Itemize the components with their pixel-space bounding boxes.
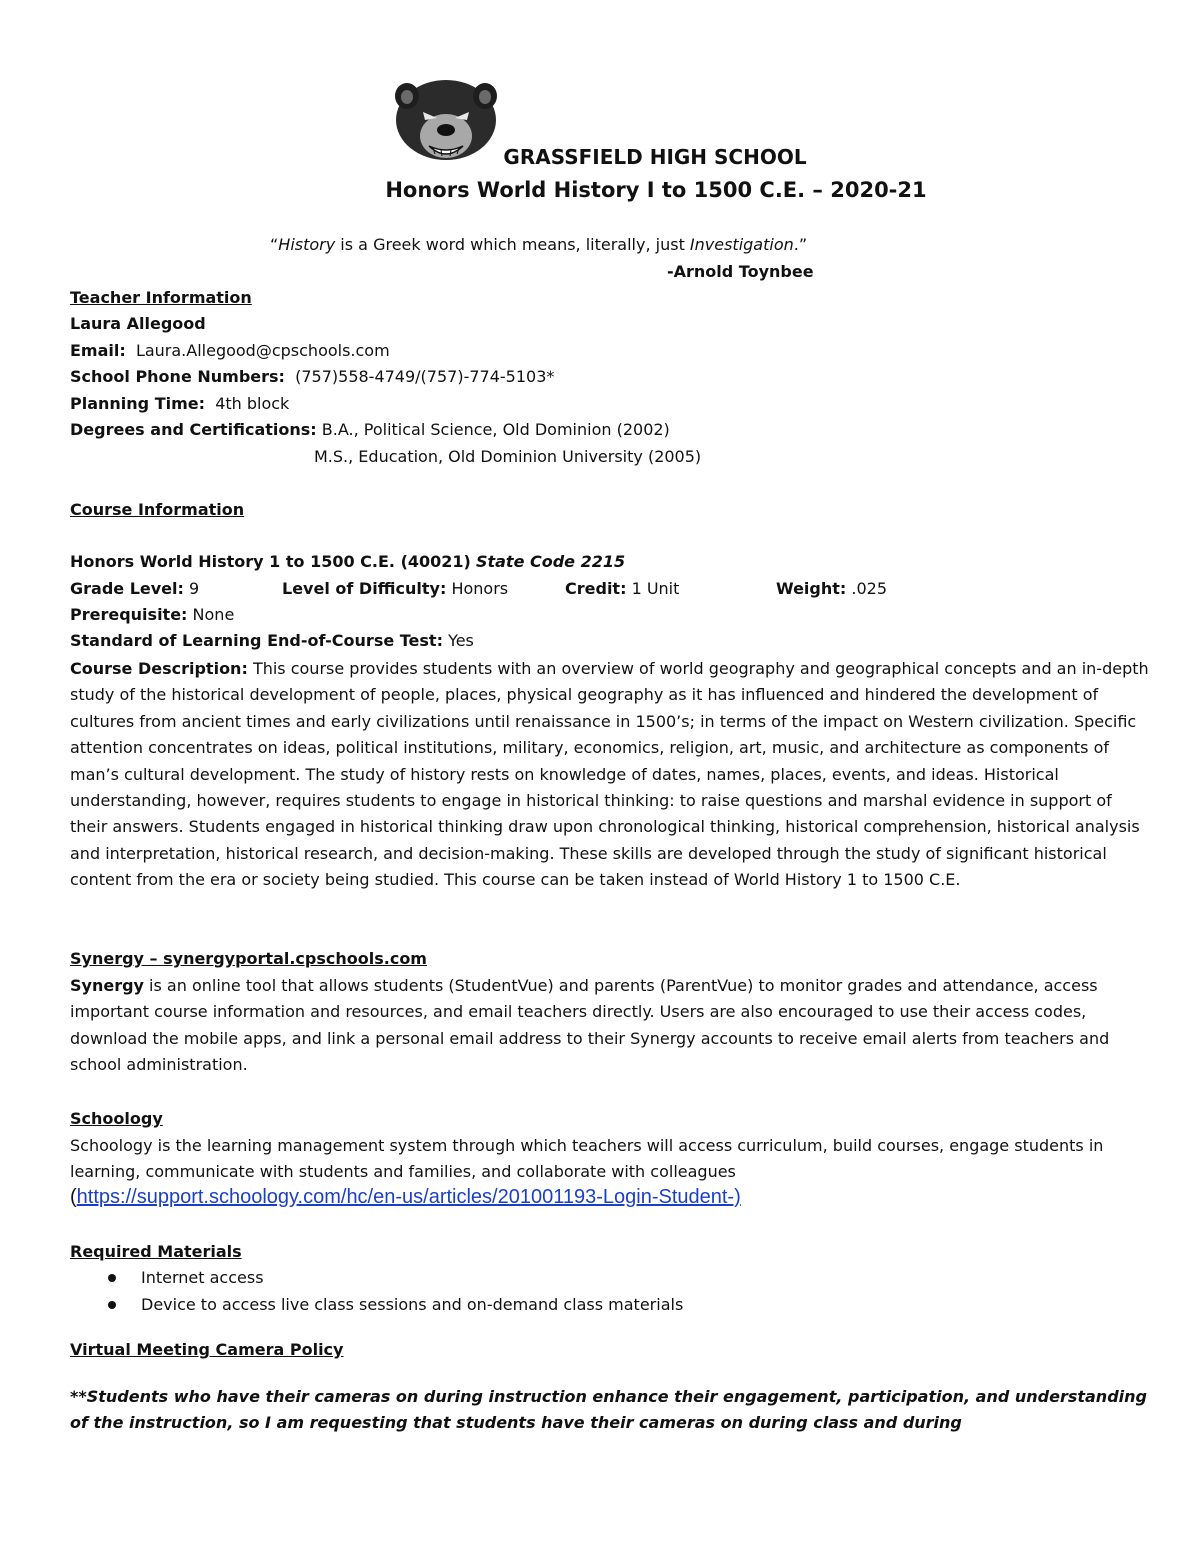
course-title: Honors World History I to 1500 C.E. – 2020-21	[385, 178, 927, 202]
course-info-heading: Course Information	[70, 500, 245, 519]
teacher-email[interactable]: Laura.Allegood@cpschools.com	[135, 341, 390, 360]
quote-close: .”	[793, 235, 808, 254]
credit-label: Credit:	[565, 579, 627, 598]
credit-row	[565, 579, 679, 598]
course-description-label: Course Description:	[70, 659, 248, 678]
planning-time: 4th block	[215, 394, 290, 413]
course-name-row	[70, 552, 625, 571]
weight-label: Weight:	[776, 579, 847, 598]
course-description	[70, 656, 1150, 894]
synergy-heading: Synergy – synergyportal.cpschools.com	[70, 949, 427, 968]
prereq-value: None	[192, 605, 235, 624]
difficulty-row	[282, 579, 508, 598]
sol-label: Standard of Learning End-of-Course Test:	[70, 631, 443, 650]
degree-2: M.S., Education, Old Dominion University (2005)	[314, 447, 702, 466]
prereq-label: Prerequisite:	[70, 605, 188, 624]
schoology-heading: Schoology	[70, 1109, 163, 1128]
phone-numbers: (757)558-4749/(757)-774-5103*	[295, 367, 555, 386]
quote-word-history: History	[278, 235, 336, 254]
prereq-row	[70, 605, 234, 624]
schoology-support-link[interactable]: https://support.schoology.com/hc/en-us/articles/201001193-Login-Student-)	[76, 1186, 741, 1208]
planning-label: Planning Time:	[70, 394, 206, 413]
epigraph-quote	[270, 235, 807, 254]
degree-1: B.A., Political Science, Old Dominion (2002)	[321, 420, 670, 439]
grade-value: 9	[189, 579, 200, 598]
weight-row	[776, 579, 887, 598]
list-item-text: Internet access	[141, 1268, 264, 1287]
grade-label: Grade Level:	[70, 579, 184, 598]
grade-row	[70, 579, 199, 598]
state-code: State Code 2215	[475, 552, 626, 571]
synergy-lead: Synergy	[70, 976, 144, 995]
sol-value: Yes	[448, 631, 474, 650]
teacher-email-row	[70, 341, 390, 360]
teacher-info-heading: Teacher Information	[70, 288, 252, 307]
quote-word-investigation: Investigation	[689, 235, 794, 254]
synergy-body: is an online tool that allows students (StudentVue) and parents (ParentVue) to monitor grades and attendance, access important course information and resources, and email teachers directly. Users are also encouraged to use their access codes, download the mobile apps, and link a personal email address to their Synergy accounts to receive email alerts from teachers and school administration.	[70, 976, 1110, 1075]
phone-row	[70, 367, 554, 386]
credit-value: 1 Unit	[631, 579, 680, 598]
quote-author: -Arnold Toynbee	[667, 262, 814, 281]
teacher-name: Laura Allegood	[70, 314, 206, 333]
quote-open: “	[270, 235, 279, 254]
schoology-paragraph: Schoology is the learning management system through which teachers will access curriculum, build courses, engage students in learning, communicate with students and families, and collaborate with colleagues	[70, 1136, 1104, 1182]
difficulty-value: Honors	[451, 579, 509, 598]
camera-policy-heading: Virtual Meeting Camera Policy	[70, 1340, 344, 1359]
list-item-text: Device to access live class sessions and on-demand class materials	[141, 1295, 684, 1314]
degrees-row	[70, 420, 670, 439]
planning-row	[70, 394, 289, 413]
difficulty-label: Level of Difficulty:	[282, 579, 447, 598]
sol-row	[70, 631, 474, 650]
email-label: Email:	[70, 341, 126, 360]
course-name: Honors World History 1 to 1500 C.E. (40021)	[70, 552, 471, 571]
synergy-paragraph	[70, 973, 1150, 1079]
course-description-text: This course provides students with an overview of world geography and geographical concepts and an in-depth study of the historical development of people, places, physical geography as it has influenced and hindered the development of cultures from ancient times and early civilizations until renaissance in 1500’s; in terms of the impact on Western civilization. Specific attention concentrates on ideas, political institutions, military, economics, religion, art, music, and architecture as components of man’s cultural development. The study of history rests on knowledge of dates, names, places, events, and ideas. Historical understanding, however, requires students to engage in historical thinking: to raise questions and marshal evidence in support of their answers. Students engaged in historical thinking draw upon chronological thinking, historical comprehension, historical analysis and interpretation, historical research, and decision-making. These skills are developed through the study of significant historical content from the era or society being studied. This course can be taken instead of World History 1 to 1500 C.E.	[70, 659, 1149, 890]
quote-middle: is a Greek word which means, literally, just	[335, 235, 690, 254]
bullet-icon	[108, 1274, 116, 1282]
weight-value: .025	[851, 579, 888, 598]
materials-heading: Required Materials	[70, 1242, 242, 1261]
phone-label: School Phone Numbers:	[70, 367, 285, 386]
camera-policy-note: **Students who have their cameras on during instruction enhance their engagement, participation, and understanding of the instruction, so I am requesting that students have their cameras on during class and during	[70, 1387, 1147, 1432]
bullet-icon	[108, 1301, 116, 1309]
degrees-label: Degrees and Certifications:	[70, 420, 317, 439]
school-name: GRASSFIELD HIGH SCHOOL	[503, 145, 807, 169]
schoology-link-row	[70, 1186, 741, 1209]
link-paren: (	[70, 1186, 77, 1208]
